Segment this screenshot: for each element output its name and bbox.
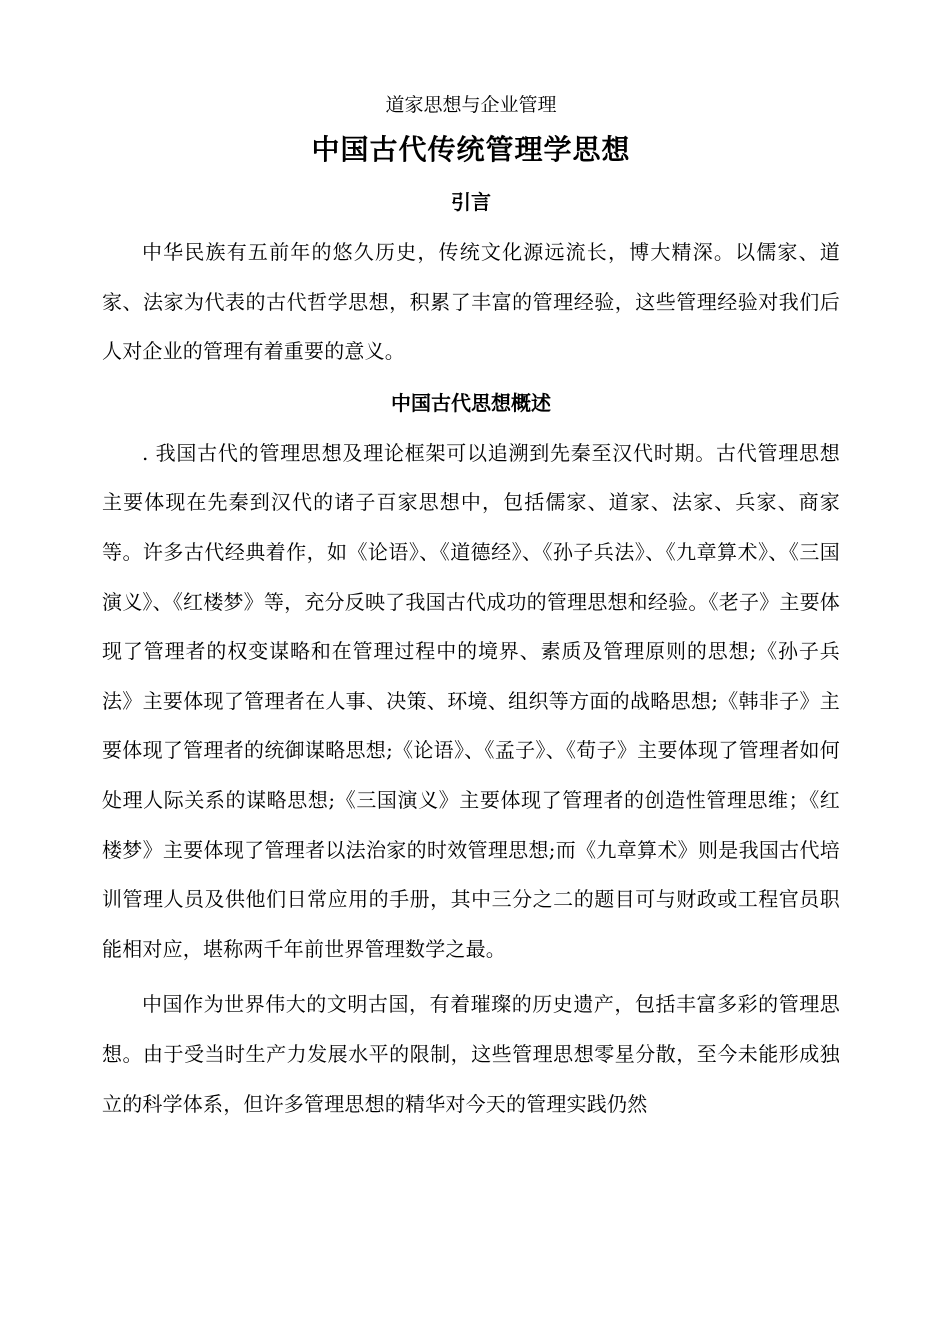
document-header: 道家思想与企业管理 bbox=[385, 94, 557, 116]
section-heading-overview: 中国古代思想概述 bbox=[391, 390, 551, 415]
overview-paragraph-1: . 我国古代的管理思想及理论框架可以追溯到先秦至汉代时期。古代管理思想主要体现在先秦到汉代的诸子百家思想中，包括儒家、道家、法家、兵家、商家等。许多古代经典着作，如《论语》、《道德经》、《孙子兵法》、《九章算术》、《三国演义》、《红楼梦》等，充分反映了我国古代成功的管理思想和经验。《老子》主要体现了管理者的权变谋略和在管理过程中的境界、素质及管理原则的思想;《孙子兵法》主要体现了管理者在人事、决策、环境、组织等方面的战略思想;《韩非子》主要体现了管理者的统御谋略思想;《论语》、《孟子》、《荀子》主要体现了管理者如何处理人际关系的谋略思想;《三国演义》主要体现了管理者的创造性管理思维；《红楼梦》主要体现了管理者以法治家的时效管理思想;而《九章算术》则是我国古代培训管理人员及供他们日常应用的手册，其中三分之二的题目可与财政或工程官员职能相对应，堪称两千年前世界管理数学之最。 bbox=[102, 440, 840, 961]
section-heading-intro: 引言 bbox=[451, 190, 491, 214]
document-title: 中国古代传统管理学思想 bbox=[311, 133, 631, 166]
document-body bbox=[102, 86, 840, 1129]
intro-paragraph: 中华民族有五前年的悠久历史，传统文化源远流长，博大精深。以儒家、道家、法家为代表的古代哲学思想，积累了丰富的管理经验，这些管理经验对我们后人对企业的管理有着重要的意义。 bbox=[102, 240, 840, 364]
overview-paragraph-2: 中国作为世界伟大的文明古国，有着璀璨的历史遗产，包括丰富多彩的管理思想。由于受当时生产力发展水平的限制，这些管理思想零星分散，至今未能形成独立的科学体系，但许多管理思想的精华对今天的管理实践仍然 bbox=[102, 992, 840, 1116]
